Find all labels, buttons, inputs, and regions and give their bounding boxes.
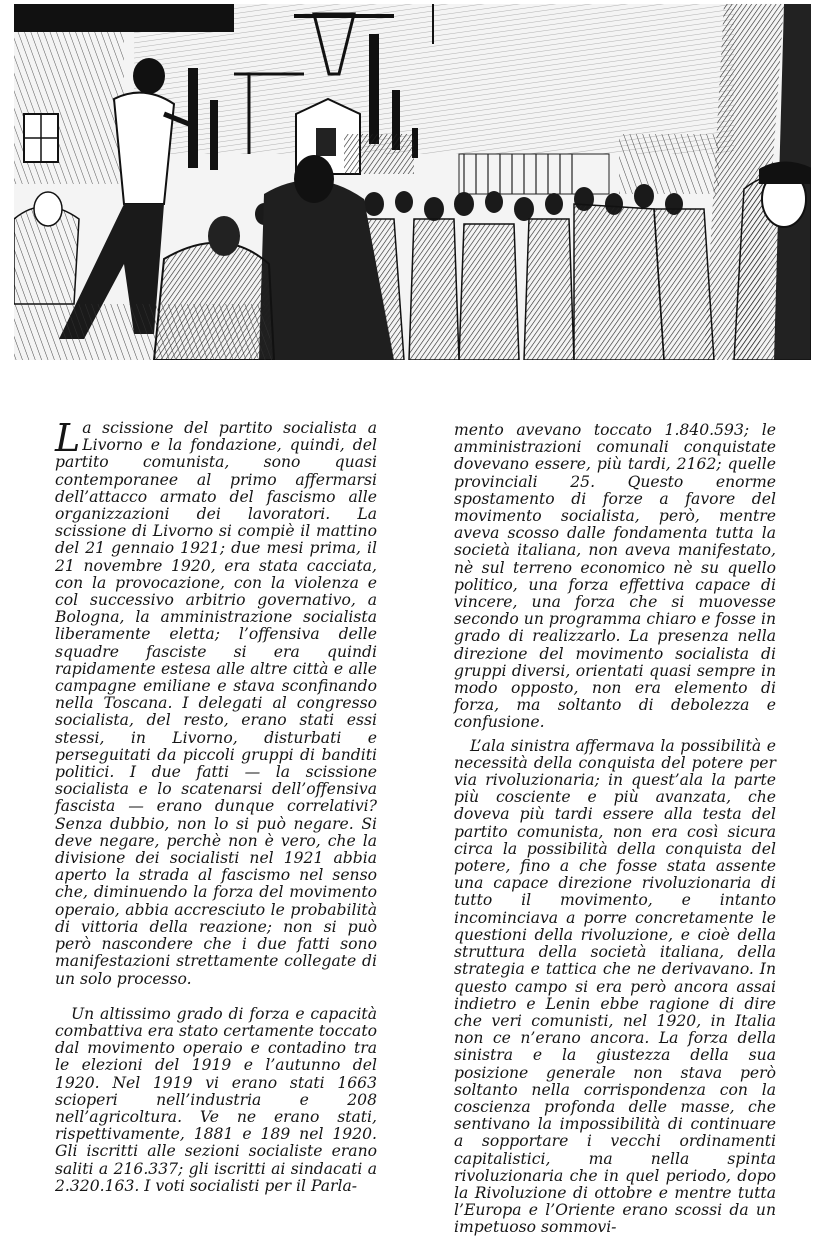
- drop-cap: L: [55, 416, 81, 460]
- opening-paragraph: [55, 416, 377, 988]
- crowd-meeting-illustration: [14, 4, 811, 360]
- factory-rally-illustration: [14, 4, 811, 360]
- opening-paragraph-text: a scissione del partito socialista a Livorno e la fondazione, quindi, del partito comunista, sono quasi contemporanee al primo affermarsi dell’attacco armato del fascismo alle organizzazioni dei lavoratori. La scissione di Livorno si compiè il mattino del 21 gennaio 1921; due mesi prima, il 21 novembre 1920, era stata cacciata, con la provocazione, con la violenza e col successivo arbitrio governativo, a Bologna, la amministrazione socialista liberamente eletta; l’offensiva delle squadre fasciste si era quindi rapidamente estesa alle altre città e alle campagne emiliane e stava sconfinando nella Toscana. I delegati al congresso socialista, del resto, erano stati essi stessi, in Livorno, disturbati e perseguitati da piccoli gruppi di banditi politici. I due fatti — la scissione socialista e lo scatenarsi dell’offensiva fascista — erano dunque correlativi? Senza dubbio, non lo si può negare. Si deve negare, perchè non è vero, che la divisione dei socialisti nel 1921 abbia aperto la strada al fascismo nel senso che, diminuendo la forza del movimento operaio, abbia accresciuto le probabilità di vittoria della reazione; non si può però nascondere che i due fatti sono manifestazioni strettamente collegate di un solo processo.: [55, 419, 377, 988]
- second-paragraph: Un altissimo grado di forza e capacità combattiva era stato certamente toccato dal movimento operaio e contadino tra le elezioni del 1919 e l’autunno del 1920. Nel 1919 vi erano stati 1663 scioperi nell’industria e 208 nell’agricoltura. Ve ne erano stati, rispettivamente, 1881 e 189 nel 1920. Gli iscritti alle sezioni socialiste erano saliti a 216.337; gli iscritti ai sindacati a 2.320.163. I voti socialisti per il Parla-: [55, 1004, 377, 1195]
- continued-paragraph: mento avevano toccato 1.840.593; le amministrazioni comunali conquistate dovevano essere, più tardi, 2162; quelle provinciali 25. Questo enorme spostamento di forze a favore del movimento socialista, però, mentre aveva scosso dalle fondamenta tutta la società italiana, non aveva manifestato, nè sul terreno economico nè su quello politico, una forza effettiva capace di vincere, una forza che si muovesse secondo un programma chiaro e fosse in grado di realizzarlo. La presenza nella direzione del movimento socialista di gruppi diversi, orientati quasi sempre in modo opposto, non era elemento di forza, ma soltanto di debolezza e confusione.: [454, 421, 776, 732]
- right-text-column: [454, 422, 776, 1237]
- left-wing-paragraph: L’ala sinistra affermava la possibilità e necessità della conquista del potere per via rivoluzionaria; in quest’ala la parte più cosciente e più avanzata, che doveva più tardi essere alla testa del partito comunista, non era così sicura circa la possibilità della conquista del potere, fino a che fosse stata assente una capace direzione rivoluzionaria di tutto il movimento, e intanto incominciava a porre concretamente le questioni della rivoluzione, e cioè della struttura della società italiana, della strategia e tattica che ne derivavano. In questo campo si era però ancora assai indietro e Lenin ebbe ragione di dire che veri comunisti, nel 1920, in Italia non ce n’erano ancora. La forza della sinistra e la giustezza della sua posizione generale non stava però soltanto nella corrispondenza con la coscienza profonda delle masse, che sentivano la impossibilità di continuare a sopportare i vecchi ordinamenti capitalistici, ma nella spinta rivoluzionaria che in quel periodo, dopo la Rivoluzione di ottobre e mentre tutta l’Europa e l’Oriente erano scossi da un impetuoso sommovi-: [454, 736, 776, 1237]
- left-text-column: [55, 416, 377, 1195]
